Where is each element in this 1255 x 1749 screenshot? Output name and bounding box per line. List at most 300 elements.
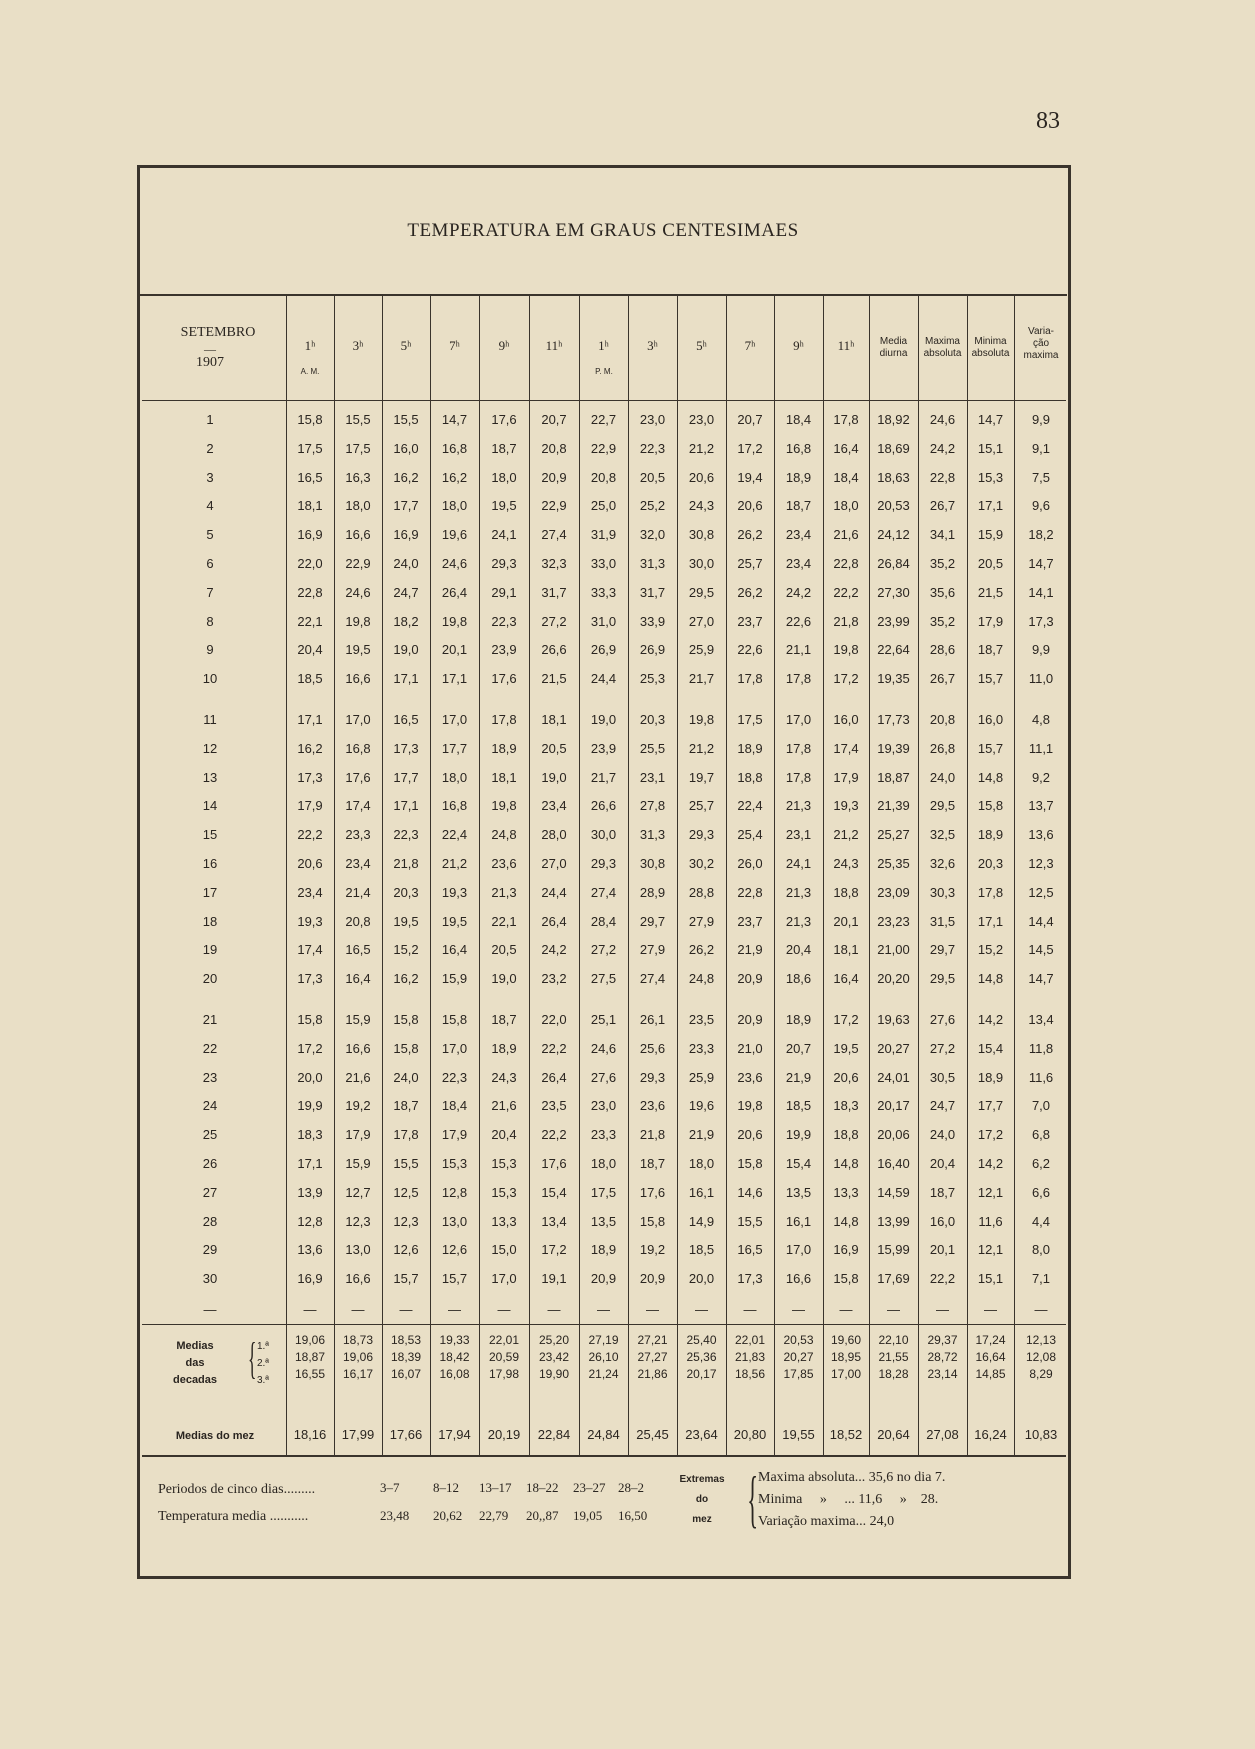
table-cell: 20,6 (688, 469, 715, 485)
table-cell: 17,1 (977, 913, 1004, 929)
table-cell: 18,2 (393, 613, 419, 629)
decade-cell: 27,27 (637, 1350, 668, 1364)
table-cell: 18,7 (491, 440, 517, 456)
table-cell: 22,2 (541, 1127, 567, 1143)
header-hour-2: 3ʰ (352, 338, 364, 353)
table-cell: 11,6 (1028, 1069, 1054, 1085)
table-cell: 16,5 (297, 469, 323, 485)
table-cell: 19,35 (877, 671, 910, 687)
decade-cell: 17,24 (975, 1333, 1006, 1347)
decade-cell: 18,28 (878, 1367, 909, 1381)
day-number: 16 (202, 856, 218, 871)
table-cell: 20,17 (877, 1098, 910, 1114)
table-cell: 18,5 (297, 671, 323, 687)
table-cell: 14,8 (833, 1213, 859, 1229)
table-cell: 16,2 (297, 740, 323, 756)
table-cell: 17,4 (297, 942, 323, 958)
table-cell: 25,1 (590, 1012, 617, 1027)
table-cell: 13,5 (590, 1213, 617, 1229)
table-cell: 21,3 (785, 798, 812, 814)
dash-cell: — (497, 1302, 511, 1317)
table-cell: 17,0 (491, 1271, 517, 1287)
table-cell: 21,2 (441, 856, 468, 871)
table-cell: 18,7 (491, 1012, 517, 1027)
table-cell: 20,53 (877, 498, 910, 514)
table-cell: 16,8 (441, 440, 468, 456)
table-cell: 21,00 (877, 942, 910, 958)
table-cell: 20,8 (345, 913, 371, 929)
table-cell: 19,4 (737, 469, 763, 485)
header-hour-10: 7ʰ (744, 338, 756, 353)
table-cell: 28,6 (929, 642, 956, 658)
dash-cell: — (203, 1302, 217, 1317)
table-cell: 19,2 (639, 1242, 666, 1258)
table-cell: 21,7 (590, 769, 617, 785)
table-cell: 15,4 (541, 1184, 567, 1200)
table-cell: 35,2 (929, 556, 956, 571)
table-cell: 18,7 (929, 1184, 956, 1200)
day-number: 23 (202, 1069, 218, 1085)
table-cell: 17,5 (737, 712, 763, 727)
table-cell: 24,8 (688, 971, 715, 987)
month-mean-cell: 17,99 (341, 1427, 375, 1442)
decade-cell: 23,14 (927, 1367, 958, 1381)
table-cell: 20,3 (393, 884, 419, 900)
table-cell: 20,1 (833, 913, 859, 929)
table-cell: 32,0 (639, 527, 666, 543)
table-cell: 13,4 (541, 1213, 567, 1229)
table-cell: 19,5 (345, 642, 371, 658)
table-cell: 20,4 (929, 1156, 956, 1171)
decade-cell: 22,10 (878, 1333, 909, 1347)
table-cell: 24,1 (785, 856, 812, 871)
table-cell: 18,6 (785, 971, 812, 987)
table-cell: 28,4 (590, 913, 617, 929)
table-cell: 20,9 (541, 469, 567, 485)
decade-brace: { (248, 1334, 257, 1383)
table-cell: 20,0 (688, 1271, 715, 1287)
header-hour-12: 11ʰ (837, 338, 855, 353)
table-cell: 19,9 (785, 1127, 812, 1143)
header-hour-6: 11ʰ (545, 338, 563, 353)
header-dash: — (204, 342, 216, 356)
table-cell: 24,7 (929, 1098, 956, 1114)
dash-cell: — (547, 1302, 561, 1317)
table-cell: 24,0 (393, 556, 419, 571)
table-cell: 12,6 (441, 1242, 468, 1258)
table-cell: 15,8 (441, 1012, 468, 1027)
table-cell: 19,63 (877, 1012, 910, 1027)
table-cell: 31,7 (639, 584, 666, 600)
table-cell: 22,9 (345, 556, 371, 571)
decade-cell: 20,17 (686, 1367, 717, 1381)
table-cell: 20,5 (639, 469, 666, 485)
table-cell: 20,1 (929, 1242, 956, 1258)
table-cell: 27,9 (639, 942, 666, 958)
decade-cell: 27,21 (637, 1333, 668, 1347)
dash-cell: — (743, 1302, 757, 1317)
decades-rule (142, 1324, 1066, 1325)
table-cell: 18,7 (393, 1098, 419, 1114)
table-cell: 21,2 (688, 740, 715, 756)
table-cell: 25,6 (639, 1040, 666, 1056)
table-cell: 20,8 (541, 440, 567, 456)
table-cell: 27,4 (541, 527, 567, 543)
table-cell: 26,4 (541, 1069, 567, 1085)
table-cell: 18,9 (785, 469, 812, 485)
table-cell: 15,4 (977, 1040, 1004, 1056)
table-cell: 23,4 (345, 856, 371, 871)
table-cell: 22,1 (491, 913, 517, 929)
table-cell: 22,7 (590, 412, 617, 427)
decade-label: Medias das decadas (172, 1340, 218, 1386)
title-area (139, 168, 1067, 296)
table-cell: 16,8 (441, 798, 468, 814)
table-cell: 30,2 (688, 856, 715, 871)
extremas-brace: { (747, 1463, 759, 1534)
header-hour-8: 3ʰ (647, 338, 658, 353)
decade-cell: 20,53 (783, 1333, 814, 1347)
period-cell: 13–17 (479, 1480, 512, 1495)
header-am: A. M. (300, 367, 320, 376)
period-cell: 8–12 (433, 1480, 459, 1495)
table-cell: 29,3 (639, 1069, 666, 1085)
table-cell: 15,8 (297, 412, 323, 427)
table-cell: 15,8 (737, 1156, 763, 1171)
day-number: 26 (202, 1156, 218, 1171)
table-cell: 26,4 (541, 913, 567, 929)
table-cell: 20,5 (491, 942, 517, 958)
dash-cell: — (887, 1302, 900, 1317)
table-cell: 33,3 (590, 584, 617, 600)
table-cell: 25,0 (590, 498, 617, 514)
header-hour-11: 9ʰ (793, 338, 804, 353)
month-mean-cell: 20,80 (733, 1427, 767, 1442)
decade-cell: 21,55 (878, 1350, 909, 1364)
dash-cell: — (792, 1302, 805, 1317)
table-cell: 17,2 (541, 1242, 567, 1258)
table-cell: 18,3 (833, 1098, 859, 1114)
table-cell: 14,59 (877, 1184, 910, 1200)
table-cell: 17,8 (491, 712, 517, 727)
day-number: 14 (202, 798, 218, 814)
table-cell: 15,7 (977, 740, 1004, 756)
decade-cell: 12,13 (1025, 1333, 1057, 1347)
table-cell: 19,8 (737, 1098, 763, 1114)
table-cell: 33,9 (639, 613, 666, 629)
table-cell: 29,7 (639, 913, 666, 929)
table-cell: 13,0 (345, 1242, 371, 1258)
table-cell: 30,5 (929, 1069, 956, 1085)
day-number: 3 (206, 469, 214, 485)
table-cell: 17,3 (1028, 613, 1054, 629)
table-cell: 29,5 (688, 584, 715, 600)
table-cell: 17,0 (441, 712, 468, 727)
table-cell: 11,0 (1028, 671, 1054, 687)
table-cell: 28,8 (688, 884, 715, 900)
table-cell: 15,5 (393, 412, 419, 427)
month-means-label: Medias do mez (175, 1430, 255, 1442)
header-hour-9: 5ʰ (696, 338, 707, 353)
table-cell: 16,9 (297, 527, 323, 543)
table-cell: 12,3 (345, 1213, 371, 1229)
table-cell: 21,8 (393, 856, 419, 871)
table-cell: 20,7 (737, 412, 763, 427)
decade-cell: 18,95 (830, 1350, 862, 1364)
table-cell: 17,1 (393, 798, 419, 814)
table-cell: 18,69 (877, 440, 910, 456)
table-cell: 25,5 (639, 740, 666, 756)
table-cell: 20,9 (737, 1012, 763, 1027)
table-cell: 17,0 (785, 1242, 812, 1258)
table-cell: 20,7 (541, 412, 567, 427)
table-cell: 9,2 (1031, 769, 1051, 785)
table-cell: 19,8 (441, 613, 468, 629)
table-cell: 18,0 (491, 469, 517, 485)
table-cell: 27,4 (590, 884, 617, 900)
table-cell: 26,9 (590, 642, 617, 658)
table-cell: 21,3 (491, 884, 517, 900)
table-cell: 20,1 (441, 642, 468, 658)
table-cell: 17,8 (785, 769, 812, 785)
table-cell: 23,3 (590, 1127, 617, 1143)
day-number: 6 (206, 556, 214, 571)
period-cell: 28–2 (618, 1480, 644, 1495)
table-cell: 25,7 (688, 798, 715, 814)
table-cell: 21,2 (688, 440, 715, 456)
table-cell: 29,5 (929, 798, 956, 814)
table-cell: 18,9 (785, 1012, 812, 1027)
table-cell: 21,4 (345, 884, 371, 900)
table-cell: 29,3 (688, 827, 715, 843)
day-number: 18 (202, 913, 218, 929)
table-cell: 16,9 (297, 1271, 323, 1287)
decade-cell: 16,07 (390, 1367, 422, 1381)
decade-cell: 28,72 (927, 1350, 958, 1364)
dash-cell: — (351, 1302, 365, 1317)
table-cell: 18,8 (737, 769, 763, 785)
table-cell: 16,4 (441, 942, 468, 958)
table-cell: 21,6 (833, 527, 859, 543)
table-cell: 15,5 (393, 1156, 419, 1171)
table-cell: 24,0 (393, 1069, 419, 1085)
table-cell: 16,9 (393, 527, 419, 543)
table-cell: 31,7 (541, 584, 567, 600)
table-cell: 19,3 (441, 884, 468, 900)
table-cell: 21,8 (833, 613, 859, 629)
table-cell: 27,4 (639, 971, 666, 987)
table-cell: 21,8 (639, 1127, 666, 1143)
table-cell: 13,5 (785, 1184, 812, 1200)
table-cell: 15,5 (737, 1213, 763, 1229)
table-cell: 12,1 (977, 1242, 1004, 1258)
table-cell: 13,3 (833, 1184, 859, 1200)
table-cell: 17,4 (345, 798, 371, 814)
month-mean-cell: 16,24 (974, 1427, 1007, 1442)
table-cell: 9,9 (1031, 642, 1051, 658)
table-cell: 21,2 (833, 827, 859, 843)
table-cell: 22,1 (297, 613, 323, 629)
table-cell: 17,2 (833, 1012, 859, 1027)
day-number: 28 (202, 1213, 218, 1229)
table-cell: 18,1 (833, 942, 859, 958)
table-cell: 18,0 (441, 769, 468, 785)
table-cell: 23,4 (785, 556, 812, 571)
dash-cell: — (695, 1302, 708, 1317)
table-cell: 25,4 (737, 827, 763, 843)
table-cell: 18,63 (877, 469, 910, 485)
table-cell: 12,7 (345, 1184, 371, 1200)
table-cell: 24,1 (491, 527, 517, 543)
table-cell: 18,9 (977, 827, 1004, 843)
dash-cell: — (936, 1302, 949, 1317)
table-cell: 16,8 (345, 740, 371, 756)
table-cell: 16,2 (441, 469, 468, 485)
table-cell: 15,9 (345, 1012, 371, 1027)
period-cell: 18–22 (526, 1480, 559, 1495)
day-number: 20 (202, 971, 218, 987)
table-cell: 14,8 (977, 769, 1004, 785)
table-cell: 25,9 (688, 1069, 715, 1085)
table-cell: 18,7 (785, 498, 812, 514)
table-cell: 16,5 (737, 1242, 763, 1258)
table-cell: 19,8 (345, 613, 371, 629)
table-cell: 22,6 (785, 613, 812, 629)
table-cell: 13,6 (297, 1242, 323, 1258)
table-cell: 13,99 (877, 1213, 910, 1229)
decade-cell: 20,59 (488, 1350, 520, 1364)
table-cell: 18,8 (833, 1127, 859, 1143)
table-cell: 18,0 (345, 498, 371, 514)
table-cell: 17,8 (785, 671, 812, 687)
table-cell: 25,35 (877, 856, 910, 871)
table-cell: 23,6 (639, 1098, 666, 1114)
month-mean-cell: 10,83 (1024, 1427, 1058, 1442)
table-cell: 12,8 (297, 1213, 323, 1229)
table-cell: 24,3 (833, 856, 859, 871)
table-cell: 20,5 (977, 556, 1004, 571)
table-cell: 29,3 (491, 556, 517, 571)
header-year: 1907 (196, 355, 224, 370)
decade-cell: 16,08 (439, 1367, 470, 1381)
table-cell: 17,73 (877, 712, 910, 727)
table-cell: 17,8 (833, 412, 859, 427)
table-cell: 23,5 (688, 1012, 715, 1027)
table-cell: 12,5 (1028, 884, 1054, 900)
table-cell: 18,9 (491, 1040, 517, 1056)
table-cell: 22,9 (590, 440, 617, 456)
table-cell: 20,3 (639, 712, 666, 727)
month-mean-cell: 27,08 (926, 1427, 959, 1442)
table-cell: 35,2 (929, 613, 956, 629)
table-cell: 26,0 (737, 856, 763, 871)
table-cell: 16,0 (393, 440, 419, 456)
table-cell: 19,0 (590, 712, 617, 727)
table-cell: 13,4 (1028, 1012, 1054, 1027)
table-cell: 22,8 (833, 556, 859, 571)
table-cell: 19,5 (441, 913, 468, 929)
month-mean-cell: 18,52 (829, 1427, 863, 1442)
table-cell: 22,0 (541, 1012, 567, 1027)
table-cell: 14,7 (977, 412, 1004, 427)
dash-cell: — (839, 1302, 853, 1317)
table-cell: 23,1 (639, 769, 666, 785)
table-cell: 17,6 (345, 769, 371, 785)
table-cell: 28,0 (541, 827, 567, 843)
table-cell: 21,9 (688, 1127, 715, 1143)
table-cell: 23,4 (541, 798, 567, 814)
table-cell: 6,8 (1031, 1127, 1051, 1143)
table-cell: 20,6 (737, 1127, 763, 1143)
day-number: 5 (206, 527, 214, 543)
table-cell: 20,9 (639, 1271, 666, 1287)
table-cell: 12,8 (441, 1184, 468, 1200)
table-cell: 26,6 (541, 642, 567, 658)
table-cell: 9,6 (1031, 498, 1051, 514)
table-cell: 17,5 (297, 440, 323, 456)
dash-cell: — (399, 1302, 413, 1317)
table-cell: 33,0 (590, 556, 617, 571)
table-cell: 25,7 (737, 556, 763, 571)
decade-cell: 17,00 (830, 1367, 862, 1381)
table-cell: 22,3 (393, 827, 419, 843)
table-cell: 18,4 (833, 469, 859, 485)
table-cell: 26,7 (929, 498, 956, 514)
temp-media-label: Temperatura media ........... (158, 1509, 309, 1524)
table-cell: 31,0 (590, 613, 617, 629)
period-cell: 3–7 (380, 1480, 400, 1495)
table-cell: 23,7 (737, 913, 763, 929)
table-cell: 15,3 (491, 1184, 517, 1200)
month-mean-cell: 17,94 (438, 1427, 471, 1442)
table-cell: 26,2 (737, 584, 763, 600)
table-cell: 20,9 (590, 1271, 617, 1287)
day-number: 1 (206, 412, 214, 427)
table-cell: 17,1 (393, 671, 419, 687)
table-cell: 20,7 (785, 1040, 812, 1056)
table-cell: 19,6 (688, 1098, 715, 1114)
period-temp-cell: 22,79 (479, 1508, 509, 1523)
table-cell: 32,5 (929, 827, 956, 843)
table-cell: 22,8 (929, 469, 956, 485)
table-cell: 20,3 (977, 856, 1004, 871)
table-cell: 15,3 (441, 1156, 468, 1171)
table-cell: 31,3 (639, 556, 666, 571)
decade-cell: 21,83 (734, 1350, 766, 1364)
header-hour-1: 1ʰ (304, 338, 316, 353)
table-cell: 25,2 (639, 498, 666, 514)
decade-cell: 12,08 (1025, 1350, 1057, 1364)
table-cell: 14,2 (977, 1156, 1004, 1171)
table-cell: 15,8 (297, 1012, 323, 1027)
table-cell: 30,8 (688, 527, 715, 543)
table-cell: 14,8 (833, 1156, 859, 1171)
table-cell: 16,40 (877, 1156, 910, 1171)
day-number: 9 (206, 642, 214, 658)
table-cell: 27,9 (688, 913, 715, 929)
decade-cell: 18,42 (439, 1350, 470, 1364)
dash-cell: — (597, 1302, 610, 1317)
decade-cell: 22,01 (734, 1333, 766, 1347)
header-hour-7: 1ʰ (598, 338, 609, 353)
table-cell: 19,8 (833, 642, 859, 658)
table-cell: 19,6 (441, 527, 468, 543)
table-cell: 15,2 (393, 942, 419, 958)
table-cell: 20,6 (737, 498, 763, 514)
table-cell: 23,4 (785, 527, 812, 543)
table-cell: 24,6 (929, 412, 956, 427)
table-cell: 15,0 (491, 1242, 517, 1258)
